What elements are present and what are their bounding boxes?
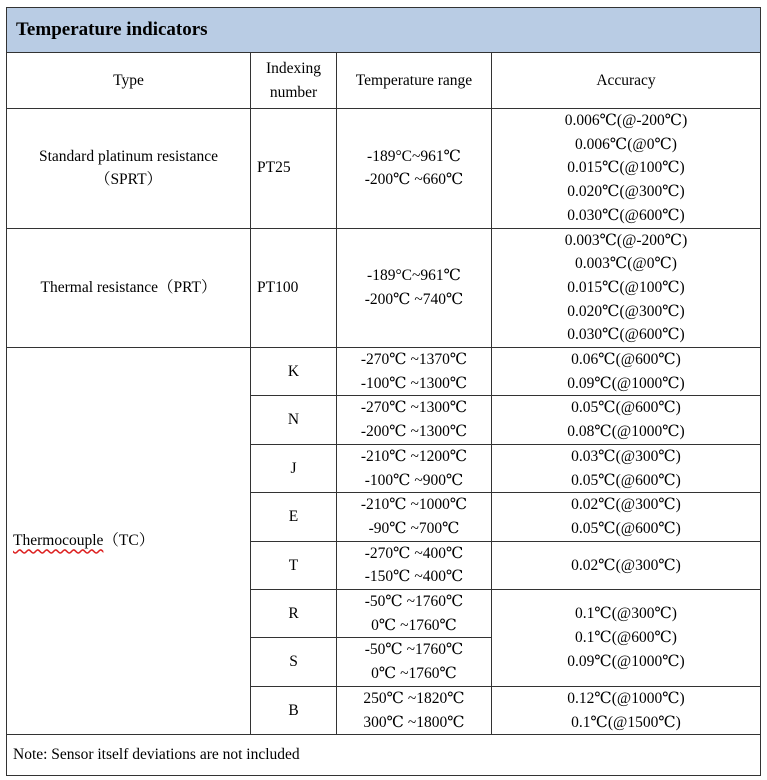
index-cell-sprt: PT25	[251, 109, 337, 229]
type-thermocouple-word: Thermocouple	[13, 532, 104, 550]
range-line: -270℃ ~1370℃	[360, 351, 468, 369]
accuracy-cell-prt	[492, 228, 761, 348]
range-line: -150℃ ~400℃	[364, 568, 464, 586]
accuracy-cell-n	[492, 396, 761, 444]
accuracy-cell-j	[492, 444, 761, 492]
header-row	[7, 53, 761, 109]
note-row	[7, 735, 761, 776]
type-thermocouple-suffix: （TC）	[103, 532, 155, 550]
range-line: -90℃ ~700℃	[368, 519, 460, 537]
accuracy-line: 0.02℃(@300℃)	[571, 556, 681, 574]
type-cell-prt: Thermal resistance（PRT）	[7, 228, 251, 348]
range-cell-e	[337, 493, 492, 541]
range-line: 0℃ ~1760℃	[371, 616, 457, 634]
header-indexing-number	[251, 53, 337, 109]
range-cell-s	[337, 638, 492, 686]
title-row	[7, 8, 761, 53]
index-cell-s: S	[251, 638, 337, 686]
index-cell-j: J	[251, 444, 337, 492]
table-row-sprt	[7, 109, 761, 229]
type-sprt-line-2: （SPRT）	[94, 171, 163, 189]
range-line: -270℃ ~1300℃	[360, 399, 468, 417]
header-indexing-line-2: number	[269, 83, 318, 101]
accuracy-cell-sprt	[492, 109, 761, 229]
temperature-indicators-document	[6, 7, 760, 776]
table-row-tc-k	[7, 348, 761, 396]
accuracy-line: 0.09℃(@1000℃)	[567, 374, 685, 392]
range-line: -270℃ ~400℃	[364, 544, 464, 562]
range-line: -200℃ ~1300℃	[360, 423, 468, 441]
header-type: Type	[7, 53, 251, 109]
range-line: 0℃ ~1760℃	[371, 665, 457, 683]
accuracy-line: 0.09℃(@1000℃)	[567, 652, 685, 670]
type-cell-sprt	[7, 109, 251, 229]
header-indexing-line-1: Indexing	[265, 59, 322, 77]
accuracy-line: 0.020℃(@300℃)	[567, 183, 685, 201]
accuracy-cell-e	[492, 493, 761, 541]
index-cell-prt: PT100	[251, 228, 337, 348]
range-line: -210℃ ~1200℃	[360, 447, 468, 465]
index-cell-e: E	[251, 493, 337, 541]
range-cell-n	[337, 396, 492, 444]
range-line: -200℃ ~740℃	[364, 290, 464, 308]
accuracy-line: 0.03℃(@300℃)	[571, 447, 681, 465]
accuracy-line: 0.1℃(@600℃)	[575, 629, 677, 647]
index-cell-r: R	[251, 590, 337, 638]
header-temperature-range: Temperature range	[337, 53, 492, 109]
accuracy-cell-r-s	[492, 590, 761, 687]
accuracy-line: 0.015℃(@100℃)	[567, 278, 685, 296]
accuracy-line: 0.1℃(@1500℃)	[571, 713, 681, 731]
accuracy-line: 0.030℃(@600℃)	[567, 206, 685, 224]
header-accuracy: Accuracy	[492, 53, 761, 109]
accuracy-line: 0.08℃(@1000℃)	[567, 423, 685, 441]
accuracy-line: 0.003℃(@-200℃)	[564, 231, 688, 249]
range-cell-b	[337, 686, 492, 734]
accuracy-line: 0.020℃(@300℃)	[567, 302, 685, 320]
range-cell-k	[337, 348, 492, 396]
range-line: -210℃ ~1000℃	[360, 496, 468, 514]
range-line: 250℃ ~1820℃	[363, 689, 465, 707]
range-line: -189°C~961℃	[367, 267, 461, 285]
range-line: -189°C~961℃	[367, 147, 461, 165]
table-row-prt	[7, 228, 761, 348]
range-cell-sprt	[337, 109, 492, 229]
range-line: 300℃ ~1800℃	[363, 713, 465, 731]
index-cell-n: N	[251, 396, 337, 444]
range-cell-r	[337, 590, 492, 638]
accuracy-line: 0.006℃(@0℃)	[575, 135, 677, 153]
accuracy-line: 0.06℃(@600℃)	[571, 351, 681, 369]
range-line: -50℃ ~1760℃	[364, 641, 464, 659]
type-sprt-line-1: Standard platinum resistance	[38, 147, 219, 165]
index-cell-t: T	[251, 541, 337, 589]
accuracy-line: 0.003℃(@0℃)	[575, 255, 677, 273]
accuracy-line: 0.05℃(@600℃)	[571, 519, 681, 537]
table-title: Temperature indicators	[7, 8, 761, 53]
accuracy-line: 0.030℃(@600℃)	[567, 326, 685, 344]
range-line: -100℃ ~1300℃	[360, 374, 468, 392]
type-cell-thermocouple	[7, 348, 251, 735]
index-cell-b: B	[251, 686, 337, 734]
temperature-indicators-table	[6, 7, 761, 776]
accuracy-line: 0.006℃(@-200℃)	[564, 112, 688, 129]
accuracy-line: 0.1℃(@300℃)	[575, 605, 677, 623]
range-cell-j	[337, 444, 492, 492]
table-note: Note: Sensor itself deviations are not included	[7, 735, 761, 776]
accuracy-line: 0.015℃(@100℃)	[567, 159, 685, 177]
range-line: -200℃ ~660℃	[364, 171, 464, 189]
accuracy-cell-k	[492, 348, 761, 396]
range-line: -50℃ ~1760℃	[364, 593, 464, 611]
range-line: -100℃ ~900℃	[364, 471, 464, 489]
accuracy-cell-t	[492, 541, 761, 589]
accuracy-line: 0.12℃(@1000℃)	[567, 689, 685, 707]
accuracy-line: 0.02℃(@300℃)	[571, 496, 681, 514]
accuracy-cell-b	[492, 686, 761, 734]
range-cell-t	[337, 541, 492, 589]
index-cell-k: K	[251, 348, 337, 396]
range-cell-prt	[337, 228, 492, 348]
accuracy-line: 0.05℃(@600℃)	[571, 399, 681, 417]
accuracy-line: 0.05℃(@600℃)	[571, 471, 681, 489]
